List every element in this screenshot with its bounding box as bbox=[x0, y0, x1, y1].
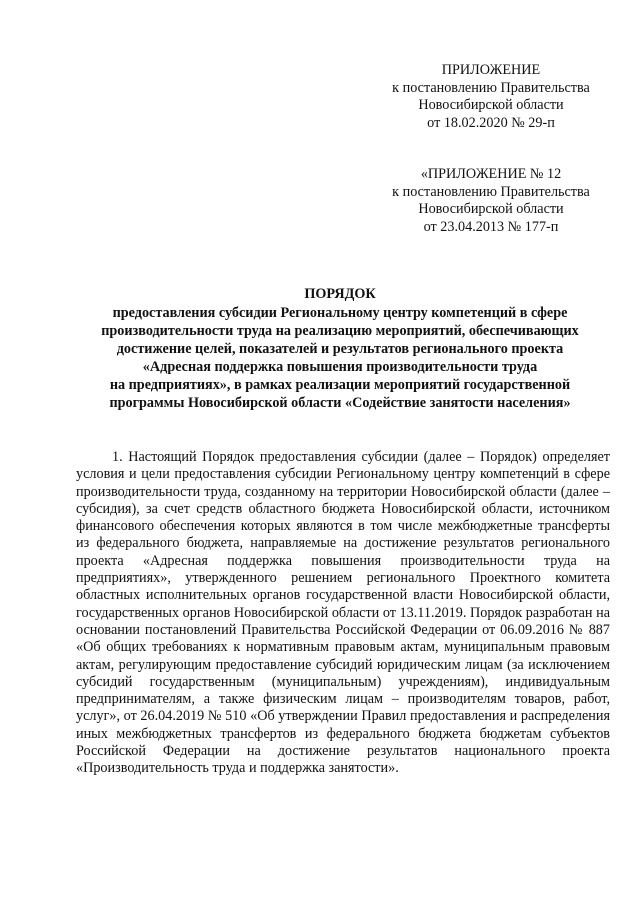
title-line: программы Новосибирской области «Содействие занятости населения» bbox=[109, 395, 571, 411]
title-line: на предприятиях», в рамках реализации мероприятий государственной bbox=[109, 377, 571, 393]
title-line: производительности труда на реализацию мероприятий, обеспечивающих bbox=[101, 323, 579, 339]
title-line: достижение целей, показателей и результатов регионального проекта bbox=[116, 341, 564, 357]
title-heading: ПОРЯДОК bbox=[304, 286, 376, 302]
annex-previous-region: Новосибирской области bbox=[418, 201, 564, 217]
document-body bbox=[76, 449, 610, 778]
annex-current-region: Новосибирской области bbox=[418, 97, 564, 113]
annex-previous-date-number: от 23.04.2013 № 177-п bbox=[423, 218, 559, 235]
annex-previous-header bbox=[380, 166, 602, 236]
annex-previous-resolution: к постановлению Правительства bbox=[392, 183, 590, 200]
paragraph-1: 1. Настоящий Порядок предоставления субсидии (далее – Порядок) определяет условия и цели предоставления субсидии Региональному центру компетенций в сфере производительности труда, созданному на территории Новосибирской области (далее – субсидия), за счет средств областного бюджета Новосибирской области, источником финансового обеспечения которых являются в том числе межбюджетные трансферты из федерального бюджета, направляемые на достижение результатов регионального проекта «Адресная поддержка повышения производительности труда на предприятиях», утвержденного решением регионального Проектного комитета областных исполнительных органов государственной власти Новосибирской области, государственных органов Новосибирской области от 13.11.2019. Порядок разработан на основании постановлений Правительства Российской Федерации от 06.09.2016 № 887 «Об общих требованиях к нормативным правовым актам, муниципальным правовым актам, регулирующим предоставление субсидий юридическим лицам (за исключением субсидий государственным (муниципальным) учреждениям), индивидуальным предпринимателям, а также физическим лицам – производителям товаров, работ, услуг», от 26.04.2019 № 510 «Об утверждении Правил предоставления и распределения иных межбюджетных трансфертов из федерального бюджета бюджетам субъектов Российской Федерации на достижение результатов национального проекта «Производительность труда и поддержка занятости». bbox=[76, 449, 610, 777]
annex-current-label: ПРИЛОЖЕНИЕ bbox=[441, 62, 541, 78]
document-title bbox=[60, 285, 620, 412]
annex-current-resolution: к постановлению Правительства bbox=[392, 79, 590, 96]
title-line: предоставления субсидии Региональному центру компетенций в сфере bbox=[112, 305, 568, 321]
annex-previous-label: «ПРИЛОЖЕНИЕ № 12 bbox=[420, 166, 562, 182]
title-line: «Адресная поддержка повышения производительности труда bbox=[142, 359, 538, 375]
annex-current-header bbox=[380, 62, 602, 132]
annex-current-date-number: от 18.02.2020 № 29-п bbox=[427, 114, 555, 131]
